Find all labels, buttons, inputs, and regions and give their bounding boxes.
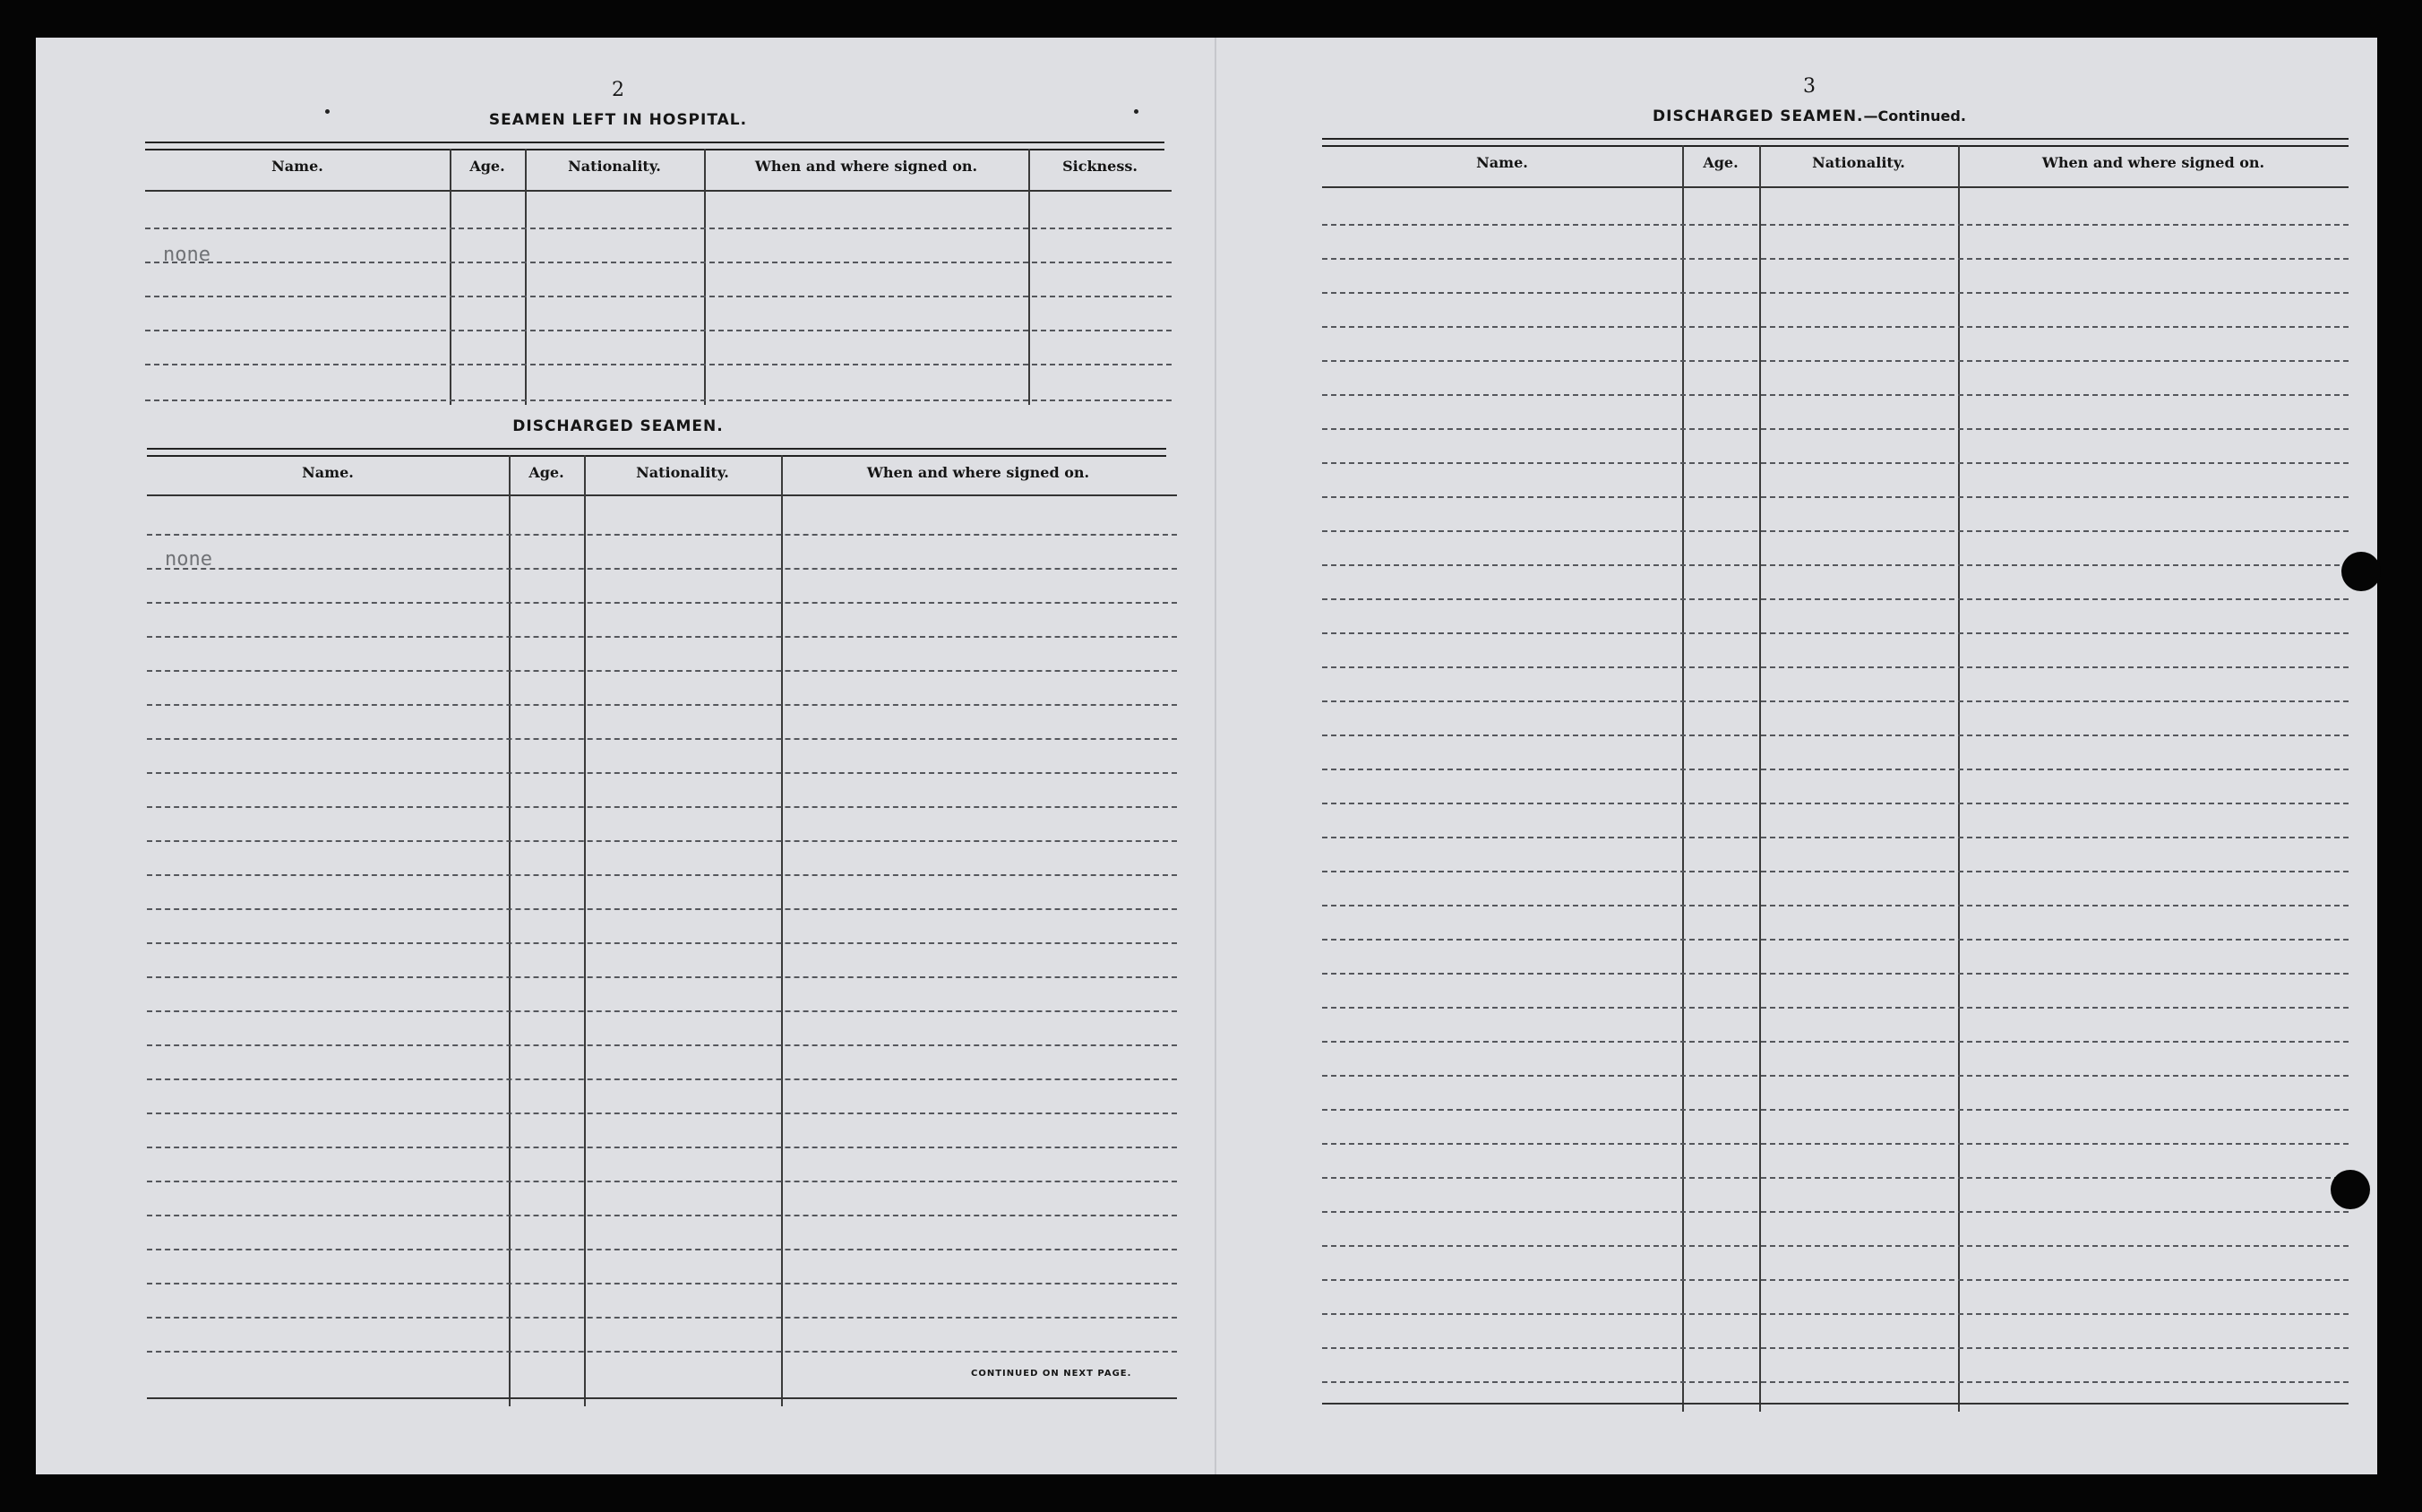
table-row <box>147 942 1177 944</box>
table-row <box>147 840 1177 842</box>
header-divider <box>147 494 1177 496</box>
right-section-title <box>1281 107 2338 125</box>
table-row <box>1322 224 2349 226</box>
discharged-section-title: DISCHARGED SEAMEN. <box>512 417 724 435</box>
table-row <box>147 1351 1177 1353</box>
table-row <box>1322 837 2349 838</box>
column-header-nationality: Nationality. <box>1812 154 1905 171</box>
table-row <box>1322 428 2349 430</box>
table-bottom-rule <box>147 1397 1177 1399</box>
table-row <box>147 1078 1177 1080</box>
table-row <box>147 772 1177 774</box>
table-row <box>147 1283 1177 1284</box>
table-row <box>1322 666 2349 668</box>
table-bottom-rule <box>1322 1403 2349 1405</box>
punch-hole <box>2331 1170 2370 1209</box>
header-divider <box>145 190 1172 192</box>
table-row <box>1322 1041 2349 1043</box>
table-row <box>145 364 1172 365</box>
table-row <box>1322 394 2349 396</box>
column-divider <box>781 455 783 1406</box>
table-row <box>147 1317 1177 1319</box>
table-row <box>1322 1279 2349 1281</box>
table-row <box>147 602 1177 604</box>
table-row <box>1322 598 2349 600</box>
table-top-rule <box>1322 138 2349 147</box>
column-divider <box>1958 145 1960 1412</box>
column-header-name: Name. <box>302 464 354 481</box>
table-row <box>1322 292 2349 294</box>
column-divider <box>525 149 527 405</box>
column-header-signed-on: When and where signed on. <box>2041 154 2265 171</box>
continued-footnote: CONTINUED ON NEXT PAGE. <box>971 1369 1132 1379</box>
table-row <box>1322 1347 2349 1349</box>
column-header-signed-on: When and where signed on. <box>866 464 1090 481</box>
table-row <box>147 908 1177 910</box>
table-row <box>147 976 1177 978</box>
punch-hole <box>2341 552 2381 591</box>
table-row <box>147 636 1177 638</box>
hospital-name-entry: none <box>163 244 210 266</box>
left-page <box>107 38 1182 1474</box>
table-row <box>1322 462 2349 464</box>
table-row <box>1322 1007 2349 1009</box>
table-row <box>147 1010 1177 1012</box>
header-divider <box>1322 186 2349 188</box>
right-page <box>1281 38 2356 1474</box>
table-row <box>1322 326 2349 328</box>
table-row <box>1322 360 2349 362</box>
table-row <box>1322 1109 2349 1111</box>
form-sheet <box>36 38 2377 1474</box>
table-row <box>147 1181 1177 1182</box>
column-header-name: Name. <box>271 158 323 175</box>
table-row <box>1322 1177 2349 1179</box>
table-row <box>147 670 1177 672</box>
table-row <box>147 1044 1177 1046</box>
table-row <box>147 1113 1177 1114</box>
table-row <box>145 296 1172 297</box>
table-row <box>1322 803 2349 804</box>
column-header-name: Name. <box>1476 154 1528 171</box>
table-row <box>1322 258 2349 260</box>
right-title-text: DISCHARGED SEAMEN. <box>1653 107 1864 125</box>
discharged-name-entry: none <box>165 548 212 571</box>
table-row <box>145 262 1172 263</box>
column-header-age: Age. <box>469 158 505 175</box>
table-row <box>1322 1143 2349 1145</box>
discharged-table <box>147 448 1177 1397</box>
column-header-age: Age. <box>528 464 564 481</box>
table-row <box>1322 871 2349 872</box>
table-top-rule <box>145 142 1164 150</box>
table-row <box>1322 1075 2349 1077</box>
column-divider <box>450 149 451 405</box>
table-row <box>145 228 1172 229</box>
column-header-nationality: Nationality. <box>636 464 729 481</box>
right-page-number: 3 <box>1803 75 1816 98</box>
table-row <box>147 568 1177 570</box>
table-row <box>147 704 1177 706</box>
table-row <box>147 1147 1177 1148</box>
column-divider <box>1028 149 1030 405</box>
table-row <box>1322 939 2349 941</box>
column-header-age: Age. <box>1703 154 1739 171</box>
column-divider <box>509 455 511 1406</box>
table-row <box>1322 973 2349 975</box>
right-title-suffix: —Continued. <box>1863 107 1966 125</box>
hospital-table <box>145 142 1172 405</box>
table-top-rule <box>147 448 1166 457</box>
table-row <box>1322 1245 2349 1247</box>
table-row <box>1322 632 2349 634</box>
table-row <box>147 738 1177 740</box>
table-row <box>147 806 1177 808</box>
left-page-number: 2 <box>612 79 624 101</box>
page-fold <box>1215 38 1216 1474</box>
table-row <box>1322 735 2349 736</box>
column-header-signed-on: When and where signed on. <box>754 158 978 175</box>
column-divider <box>1682 145 1684 1412</box>
table-row <box>145 330 1172 331</box>
table-row <box>1322 1211 2349 1213</box>
table-row <box>1322 530 2349 532</box>
table-row <box>145 399 1172 401</box>
table-row <box>147 1249 1177 1250</box>
table-row <box>147 874 1177 876</box>
column-divider <box>704 149 706 405</box>
table-row <box>1322 769 2349 770</box>
discharged-continued-table <box>1322 138 2349 1405</box>
column-header-sickness: Sickness. <box>1062 158 1138 175</box>
table-row <box>1322 1381 2349 1383</box>
table-row <box>1322 1313 2349 1315</box>
speck <box>1134 109 1138 114</box>
column-header-nationality: Nationality. <box>568 158 661 175</box>
table-row <box>1322 564 2349 566</box>
hospital-section-title: SEAMEN LEFT IN HOSPITAL. <box>488 111 748 129</box>
table-row <box>1322 496 2349 498</box>
column-divider <box>1759 145 1761 1412</box>
table-row <box>1322 905 2349 906</box>
table-row <box>147 534 1177 536</box>
table-row <box>147 1215 1177 1216</box>
table-row <box>1322 700 2349 702</box>
column-divider <box>584 455 586 1406</box>
